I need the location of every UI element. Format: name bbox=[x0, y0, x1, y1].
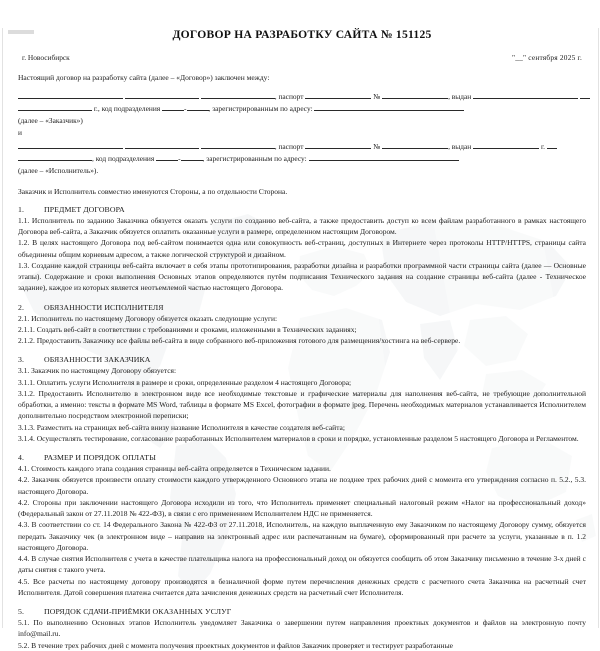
customer-issued-tail-field[interactable] bbox=[580, 91, 590, 99]
comma-2: , bbox=[448, 92, 450, 101]
section-5-number: 5. bbox=[18, 607, 25, 617]
section-1-title: ПРЕДМЕТ ДОГОВОРА bbox=[44, 204, 125, 214]
document-title: ДОГОВОР НА РАЗРАБОТКУ САЙТА № 151125 bbox=[172, 28, 432, 41]
clause-4-1: 4.1. Стоимость каждого этапа создания страницы веб-сайта определяется в Техническом задании. bbox=[18, 464, 331, 474]
contractor-lastname-field[interactable] bbox=[18, 141, 123, 149]
customer-issued-by-field[interactable] bbox=[473, 91, 578, 99]
customer-passport-number-field[interactable] bbox=[382, 91, 448, 99]
passport-label-contractor: паспорт bbox=[278, 141, 304, 151]
number-label-customer: № bbox=[373, 92, 381, 101]
section-1-heading bbox=[18, 205, 586, 214]
clause-3-1-4: 3.1.4. Осуществлять тестирование, согласование разработанных Исполнителем материалов в сроки и порядке, установленные разделом 5 настоящего Договора и Регламентом. bbox=[18, 433, 579, 443]
g-label-contractor: г. bbox=[540, 141, 546, 151]
section-3-heading bbox=[18, 355, 586, 364]
registered-label-customer: , зарегистрированным по адресу: bbox=[208, 103, 313, 113]
contractor-dept-code-b-field[interactable] bbox=[181, 153, 203, 161]
contractor-registration-line bbox=[18, 153, 586, 165]
clause-3-1-2: 3.1.2. Предоставить Исполнителю в электронном виде все необходимые текстовые и графические материалы для наполнения веб-сайта, не требующие дополнительной обработки, а именно: тексты в формате MS Word, таблицы в формате MS Excel, фотографии в формате jpeg. Перечень необходимых материалов устанавливается Исполнителем дополнительно посредством электронной переписки; bbox=[18, 388, 586, 421]
section-4 bbox=[18, 453, 586, 598]
contractor-patronymic-field[interactable] bbox=[201, 141, 275, 149]
document-content bbox=[0, 28, 600, 651]
page-edge-left bbox=[2, 28, 3, 628]
section-4-title: РАЗМЕР И ПОРЯДОК ОПЛАТЫ bbox=[44, 453, 157, 463]
customer-registration-line bbox=[18, 103, 586, 115]
scan-artifact bbox=[8, 30, 34, 34]
section-3-number: 3. bbox=[18, 355, 25, 365]
section-1-number: 1. bbox=[18, 204, 25, 214]
customer-dept-code-b-field[interactable] bbox=[187, 103, 209, 111]
section-1 bbox=[18, 205, 586, 294]
year-dept-label-customer: г., код подразделения bbox=[93, 103, 161, 113]
section-3 bbox=[18, 355, 586, 444]
clause-3-1: 3.1. Заказчик по настоящему Договору обязуется: bbox=[18, 366, 177, 376]
contractor-passport-number-field[interactable] bbox=[382, 141, 448, 149]
customer-tag: (далее – «Заказчик») bbox=[18, 115, 83, 125]
section-5 bbox=[18, 607, 586, 651]
party-block-contractor bbox=[18, 141, 586, 177]
customer-identity-line bbox=[18, 91, 586, 103]
issued-label-contractor: выдан bbox=[451, 141, 472, 151]
section-5-heading bbox=[18, 607, 586, 616]
clause-3-1-3: 3.1.3. Разместить на страницах веб-сайта внизу название Исполнителя в качестве создателя веб-сайта; bbox=[18, 422, 345, 432]
page-edge-right bbox=[598, 28, 599, 628]
contractor-passport-series-field[interactable] bbox=[305, 141, 371, 149]
customer-issue-date-field[interactable] bbox=[18, 103, 92, 111]
dept-label-contractor: , код подразделения bbox=[92, 153, 155, 163]
section-2 bbox=[18, 303, 586, 347]
clause-4-2a: 4.2. Заказчик обязуется произвести оплату стоимости каждого утвержденного Основного этапа не позднее трех рабочих дней с момента его утверждения согласно п. 5.2., 5.3. настоящего Договора. bbox=[18, 475, 586, 496]
clause-3-1-1: 3.1.1. Оплатить услуги Исполнителя в размере и сроки, определенные разделом 4 настоящего Договора; bbox=[18, 377, 352, 387]
clause-1-1: 1.1. Исполнитель по заданию Заказчика обязуется оказать услуги по созданию веб-сайта, а также предоставить доступ ко всем файлам разработанного в рамках настоящего Договора веб-сайта, а Заказчик обязуется оплатить оказанные услуги в размере, определенном настоящим Договором. bbox=[18, 215, 586, 237]
clause-1-3: 1.3. Создание каждой страницы веб-сайта включает в себя этапы прототипирования, разработки дизайна и разработки программной части страницы сайта (далее — Основные этапы). Содержание и сроки выполнения Основных этапов определяются путём подписания Технического задания на создание страницы веб-сайта (далее - Техническое задание), каждое из которых является неотъемлемой частью настоящего Договора. bbox=[18, 260, 586, 293]
contractor-address-field[interactable] bbox=[309, 153, 459, 161]
date-label: "__" сентября 2025 г. bbox=[512, 53, 582, 62]
contractor-issued-tail-field[interactable] bbox=[547, 141, 557, 149]
section-4-number: 4. bbox=[18, 453, 25, 463]
clause-2-1-2: 2.1.2. Предоставить Заказчику все файлы веб-сайта в виде собранного веб-приложения готового для размещения/хостинга на веб-сервере. bbox=[18, 336, 461, 346]
comma-3: , bbox=[274, 141, 277, 151]
clause-4-2b: 4.2. Стороны при заключении настоящего Договора исходили из того, что Исполнитель применяет специальный налоговый режим «Налог на профессиональный доход» (Федеральный закон от 27.11.2018 № 422-ФЗ), в связи с его применением Исполнителем НДС не применяется. bbox=[18, 497, 586, 519]
customer-lastname-field[interactable] bbox=[18, 91, 123, 99]
dept-dash-customer: - bbox=[184, 103, 187, 113]
intro-paragraph: Настоящий договор на разработку сайта (далее – «Договор») заключен между: bbox=[18, 73, 270, 82]
party-block-customer bbox=[18, 91, 586, 139]
comma-1: , bbox=[274, 92, 277, 101]
parties-note: Заказчик и Исполнитель совместно именуются Стороны, а по отдельности Сторона. bbox=[18, 186, 288, 196]
contractor-tag: (далее – «Исполнитель»). bbox=[18, 165, 99, 175]
section-2-number: 2. bbox=[18, 302, 25, 312]
customer-dept-code-a-field[interactable] bbox=[162, 103, 187, 113]
section-2-title: ОБЯЗАННОСТИ ИСПОЛНИТЕЛЯ bbox=[44, 302, 164, 312]
dept-dash-contractor: - bbox=[178, 153, 181, 163]
customer-passport-series-field[interactable] bbox=[305, 91, 371, 99]
number-label-contractor: № bbox=[373, 141, 381, 151]
party-connector: и bbox=[18, 127, 22, 137]
clause-4-4: 4.4. В случае снятия Исполнителя с учета в качестве плательщика налога на профессиональный доход он обязуется сообщить об этом Заказчику письменно в течение 3-х дней с даты снятия с такого учета. bbox=[18, 554, 586, 575]
passport-label-customer: паспорт bbox=[278, 92, 304, 101]
customer-address-field[interactable] bbox=[314, 103, 464, 111]
registered-label-contractor: , зарегистрированным по адресу: bbox=[202, 153, 307, 163]
section-5-title: ПОРЯДОК СДАЧИ-ПРИЁМКИ ОКАЗАННЫХ УСЛУГ bbox=[44, 607, 232, 617]
section-3-title: ОБЯЗАННОСТИ ЗАКАЗЧИКА bbox=[44, 355, 151, 365]
customer-patronymic-field[interactable] bbox=[201, 91, 275, 99]
clause-4-5: 4.5. Все расчеты по настоящему договору производятся в безналичной форме путем перечисления денежных средств с расчетного счета Заказчика на расчетный счет Исполнителя. Датой совершения платежа считается дата зачисления денежных средств на расчетный счет Исполнителя. bbox=[18, 576, 586, 597]
contractor-identity-line bbox=[18, 141, 586, 153]
contractor-firstname-field[interactable] bbox=[125, 141, 199, 149]
section-4-heading bbox=[18, 453, 586, 462]
clause-1-2: 1.2. В целях настоящего Договора под веб-сайтом понимается одна или совокупность веб-страниц, доступных в Интернете через протоколы HTTP/HTTPS, страницы сайта объединены общим корневым адресом, а также логической структурой и дизайном. bbox=[18, 238, 586, 259]
contractor-issued-by-field[interactable] bbox=[473, 141, 539, 149]
section-2-heading bbox=[18, 303, 586, 312]
clause-2-1: 2.1. Исполнитель по настоящему Договору обязуется оказать следующие услуги: bbox=[18, 313, 278, 323]
clause-2-1-1: 2.1.1. Создать веб-сайт в соответствии с требованиями и сроками, изложенными в Технических заданиях; bbox=[18, 324, 357, 334]
clause-5-2: 5.2. В течение трех рабочих дней с момента получения проектных документов и файлов Заказчик проверяет и тестирует разработанные bbox=[18, 640, 453, 650]
contractor-dept-code-a-field[interactable] bbox=[156, 153, 181, 163]
clause-5-1: 5.1. По выполнению Основных этапов Исполнитель уведомляет Заказчика о завершении путем направления проектных документов и файлов на электронную почту info@mail.ru. bbox=[18, 618, 586, 639]
document-meta-row bbox=[18, 53, 586, 62]
comma-4: , bbox=[448, 141, 450, 151]
city-label: г. Новосибирск bbox=[22, 53, 70, 62]
document-page bbox=[0, 28, 600, 650]
clause-4-3: 4.3. В соответствии со ст. 14 Федерального Закона № 422-ФЗ от 27.11.2018, Исполнитель, на каждую выплаченную ему Заказчиком по настоящему Договору сумму, обязуется передать Заказчику чек (в электронном виде – направив на электронный адрес или распечатанным на бумаге), сформированный при расчете за услуги, указанные в п. 1.2 настоящего Договора. bbox=[18, 520, 586, 552]
contractor-issue-date-field[interactable] bbox=[18, 153, 92, 161]
customer-firstname-field[interactable] bbox=[125, 91, 199, 99]
issued-label-customer: выдан bbox=[451, 92, 472, 101]
